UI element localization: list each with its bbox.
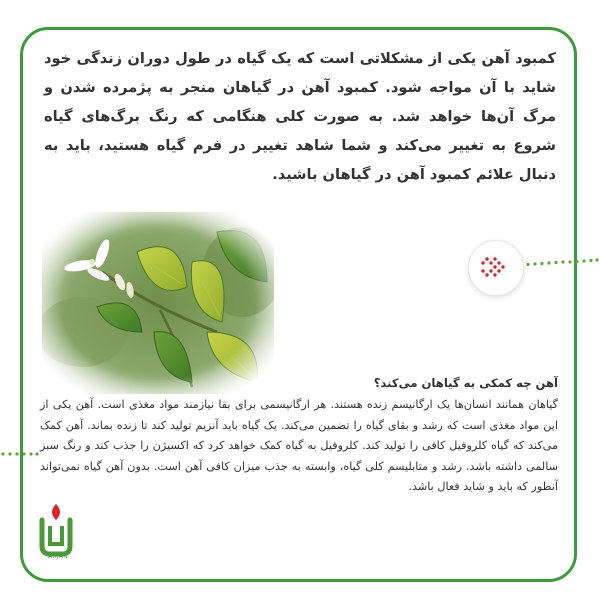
chevron-right-icon	[469, 241, 525, 297]
intro-paragraph: کمبود آهن یکی از مشکلاتی است که یک گیاه در طول دوران زندگی خود شاید با آن مواجه شود. کمبود آهن در گیاهان منجر به پژمرده شدن و مرگ آن‌ها خواهد شد. به صورت کلی هنگامی که رنگ برگ‌های گیاه شروع به تغییر می‌کند و شما شاهد تغییر در فرم گیاه هستید، باید به دنبال علائم کمبود آهن در گیاهان باشید.	[44, 50, 556, 183]
brand-logo-text: ARJAN	[47, 553, 69, 560]
section-question-title: آهن چه کمکی به گیاهان می‌کند؟	[373, 376, 558, 390]
arrow-badge	[468, 240, 524, 296]
plant-photo-image	[42, 212, 274, 394]
plant-photo	[42, 212, 274, 394]
dotted-connector-left	[0, 448, 40, 460]
answer-paragraph: گیاهان همانند انسان‌ها یک ارگانیسم زنده هستند. هر ارگانیسمی برای بقا نیازمند مواد مغذی است. آهن یکی از این مواد مغذی است که رشد و بقای گیاه را تضمین می‌کند. یک گیاه باید آنزیم تولید کند تا زنده بماند. آهن کمک می‌کند که گیاه کلروفیل کافی را تولید کند. کلروفیل به گیاه کمک خواهد کرد که اکسیژن را جذب کند و رنگ سبز سالمی داشته باشد. رشد و متابلیسم کلی گیاه، وابسته به جذب میزان کافی آهن است. بدون آهن گیاه نمی‌تواند آنطور که باید و شاید فعال باشد.	[40, 398, 558, 493]
